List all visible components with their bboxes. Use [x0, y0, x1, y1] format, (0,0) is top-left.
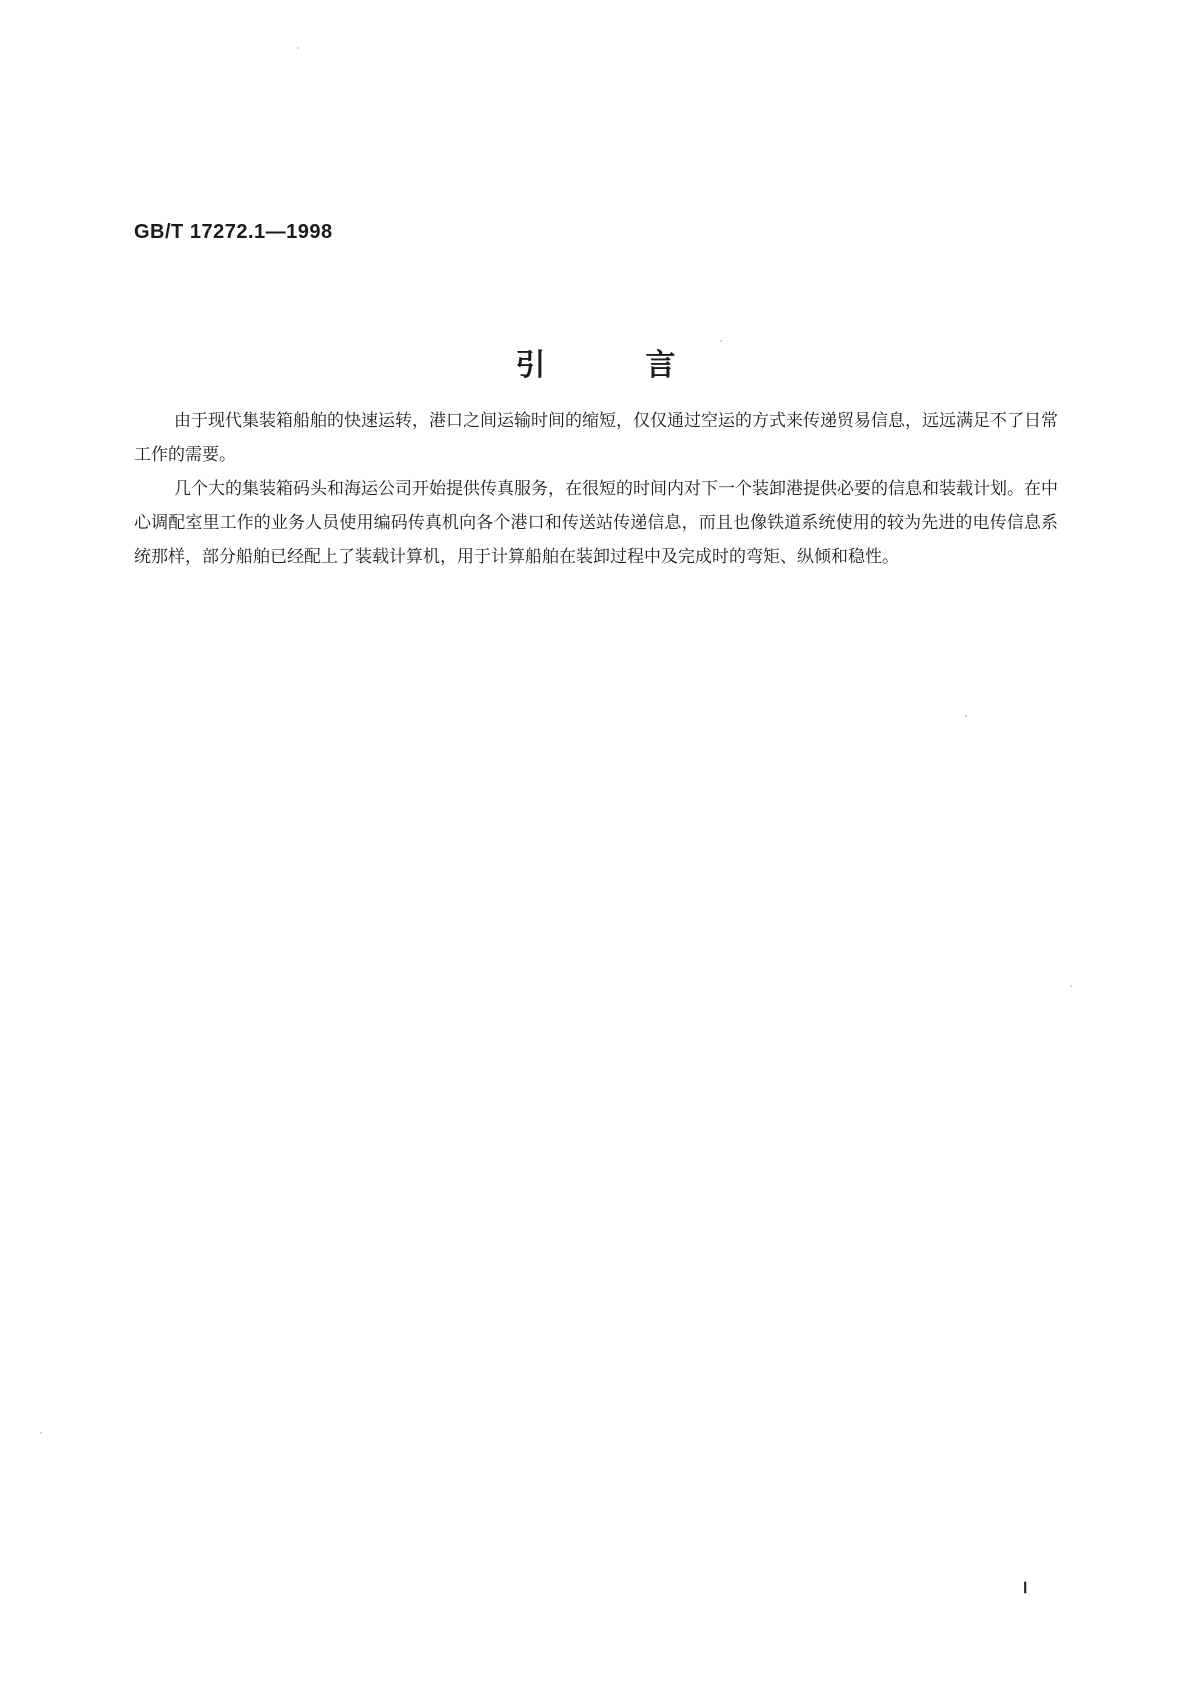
- section-title-char-1: 引: [515, 348, 546, 383]
- document-code: GB/T 17272.1—1998: [134, 221, 333, 243]
- paragraph-2: 几个大的集装箱码头和海运公司开始提供传真服务，在很短的时间内对下一个装卸港提供必要的信息和装载计划。在中心调配室里工作的业务人员使用编码传真机向各个港口和传送站传递信息，而且也像铁道系统使用的较为先进的电传信息系统那样，部分船舶已经配上了装载计算机，用于计算船舶在装卸过程中及完成时的弯矩、纵倾和稳性。: [134, 479, 1058, 567]
- paragraph-1: 由于现代集装箱船舶的快速运转，港口之间运输时间的缩短，仅仅通过空运的方式来传递贸易信息，远远满足不了日常工作的需要。: [134, 411, 1058, 465]
- scan-speck: [720, 340, 722, 342]
- scan-speck: [1070, 985, 1072, 987]
- scan-speck: [297, 47, 299, 49]
- page-number: Ⅰ: [1023, 1581, 1028, 1597]
- body-text: [134, 404, 1058, 574]
- scan-speck: [965, 715, 967, 717]
- section-title: [0, 340, 1191, 384]
- section-title-char-2: 言: [645, 348, 676, 383]
- scan-speck: [40, 1432, 42, 1434]
